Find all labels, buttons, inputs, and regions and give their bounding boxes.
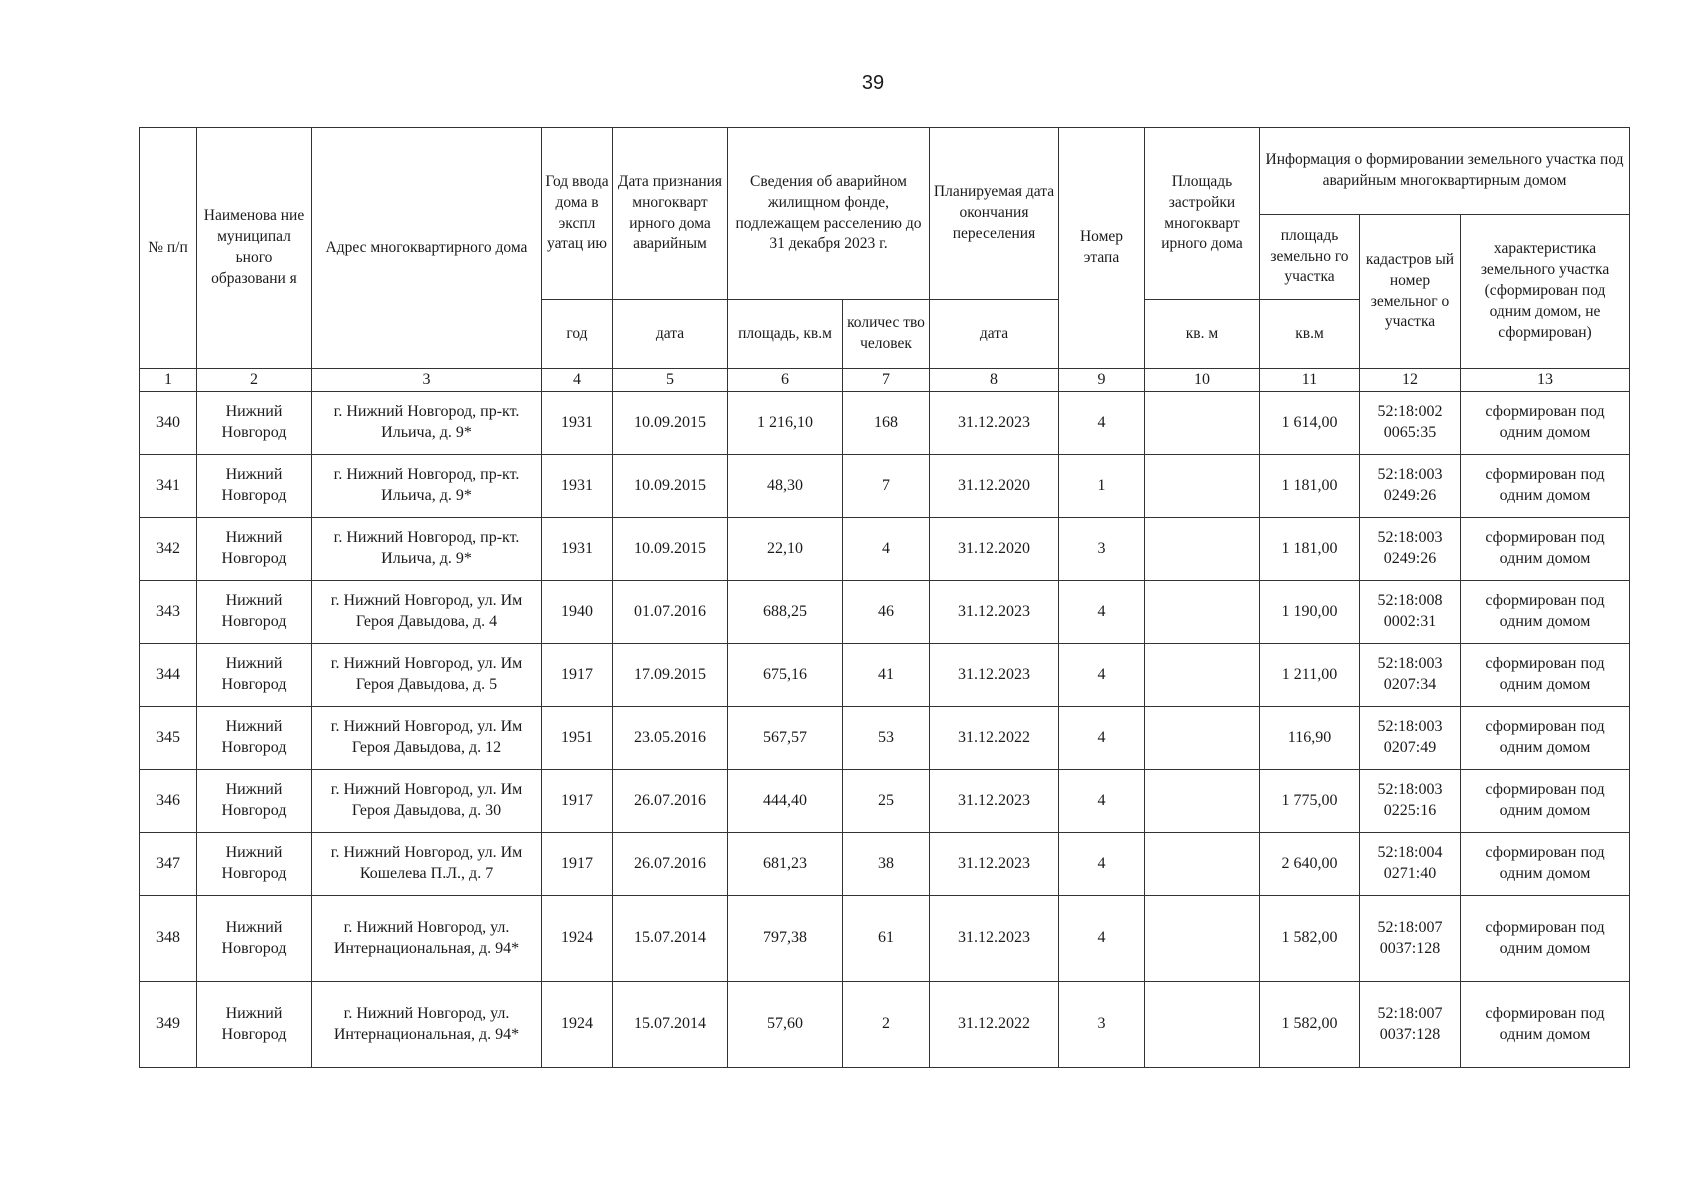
header-emergency-date: Дата признания многокварт ирного дома аварийным	[613, 128, 728, 300]
cell-land-area: 1 181,00	[1260, 518, 1360, 581]
cell-building-area	[1145, 644, 1260, 707]
cell-address: г. Нижний Новгород, ул. Интернациональная, д. 94*	[312, 982, 542, 1068]
cell-land-characteristic: сформирован под одним домом	[1461, 982, 1630, 1068]
cell-land-area: 1 190,00	[1260, 581, 1360, 644]
cell-stage: 4	[1059, 392, 1145, 455]
cell-cadastral-number: 52:18:003 0207:49	[1360, 707, 1461, 770]
column-number: 5	[613, 369, 728, 392]
cell-address: г. Нижний Новгород, пр-кт. Ильича, д. 9*	[312, 455, 542, 518]
column-number: 4	[542, 369, 613, 392]
cell-row-number: 346	[140, 770, 197, 833]
cell-people: 168	[843, 392, 930, 455]
cell-planned-date: 31.12.2022	[930, 707, 1059, 770]
cell-cadastral-number: 52:18:003 0249:26	[1360, 455, 1461, 518]
cell-municipality: Нижний Новгород	[197, 707, 312, 770]
cell-year: 1924	[542, 896, 613, 982]
cell-planned-date: 31.12.2022	[930, 982, 1059, 1068]
cell-land-characteristic: сформирован под одним домом	[1461, 770, 1630, 833]
cell-emergency-date: 26.07.2016	[613, 770, 728, 833]
unit-date: дата	[613, 300, 728, 369]
cell-address: г. Нижний Новгород, ул. Интернациональная, д. 94*	[312, 896, 542, 982]
cell-emergency-date: 10.09.2015	[613, 392, 728, 455]
cell-address: г. Нижний Новгород, пр-кт. Ильича, д. 9*	[312, 518, 542, 581]
cell-land-area: 1 181,00	[1260, 455, 1360, 518]
column-number: 9	[1059, 369, 1145, 392]
cell-area: 688,25	[728, 581, 843, 644]
cell-year: 1924	[542, 982, 613, 1068]
housing-registry-table	[139, 127, 1630, 1068]
cell-cadastral-number: 52:18:004 0271:40	[1360, 833, 1461, 896]
cell-planned-date: 31.12.2023	[930, 644, 1059, 707]
cell-land-area: 1 211,00	[1260, 644, 1360, 707]
column-number: 1	[140, 369, 197, 392]
cell-year: 1917	[542, 644, 613, 707]
header-cadastral-number: кадастров ый номер земельног о участка	[1360, 215, 1461, 369]
cell-stage: 3	[1059, 982, 1145, 1068]
cell-planned-date: 31.12.2023	[930, 896, 1059, 982]
cell-cadastral-number: 52:18:003 0207:34	[1360, 644, 1461, 707]
cell-land-characteristic: сформирован под одним домом	[1461, 518, 1630, 581]
page-number: 39	[861, 72, 885, 94]
cell-building-area	[1145, 896, 1260, 982]
cell-stage: 4	[1059, 644, 1145, 707]
cell-row-number: 341	[140, 455, 197, 518]
unit-area: площадь, кв.м	[728, 300, 843, 369]
cell-cadastral-number: 52:18:003 0225:16	[1360, 770, 1461, 833]
column-number: 11	[1260, 369, 1360, 392]
cell-people: 46	[843, 581, 930, 644]
cell-area: 1 216,10	[728, 392, 843, 455]
cell-cadastral-number: 52:18:007 0037:128	[1360, 896, 1461, 982]
cell-emergency-date: 10.09.2015	[613, 518, 728, 581]
cell-land-characteristic: сформирован под одним домом	[1461, 644, 1630, 707]
cell-municipality: Нижний Новгород	[197, 833, 312, 896]
cell-land-characteristic: сформирован под одним домом	[1461, 833, 1630, 896]
cell-area: 57,60	[728, 982, 843, 1068]
header-land-characteristic: характеристика земельного участка (сформирован под одним домом, не сформирован)	[1461, 215, 1630, 369]
cell-year: 1917	[542, 770, 613, 833]
cell-emergency-date: 17.09.2015	[613, 644, 728, 707]
column-number: 7	[843, 369, 930, 392]
cell-planned-date: 31.12.2023	[930, 833, 1059, 896]
cell-stage: 4	[1059, 896, 1145, 982]
unit-year: год	[542, 300, 613, 369]
cell-municipality: Нижний Новгород	[197, 644, 312, 707]
cell-emergency-date: 23.05.2016	[613, 707, 728, 770]
cell-emergency-date: 01.07.2016	[613, 581, 728, 644]
column-number: 3	[312, 369, 542, 392]
cell-building-area	[1145, 707, 1260, 770]
cell-area: 675,16	[728, 644, 843, 707]
cell-municipality: Нижний Новгород	[197, 896, 312, 982]
table-row	[140, 982, 1630, 1068]
table-row	[140, 644, 1630, 707]
table-row	[140, 707, 1630, 770]
header-stage-number: Номер этапа	[1059, 128, 1145, 369]
header-land-area: площадь земельно го участка	[1260, 215, 1360, 300]
cell-land-area: 1 775,00	[1260, 770, 1360, 833]
cell-land-area: 2 640,00	[1260, 833, 1360, 896]
header-building-area: Площадь застройки многокварт ирного дома	[1145, 128, 1260, 300]
cell-stage: 4	[1059, 707, 1145, 770]
cell-planned-date: 31.12.2020	[930, 455, 1059, 518]
column-number: 13	[1461, 369, 1630, 392]
cell-land-area: 1 582,00	[1260, 896, 1360, 982]
cell-building-area	[1145, 581, 1260, 644]
header-address: Адрес многоквартирного дома	[312, 128, 542, 369]
cell-land-characteristic: сформирован под одним домом	[1461, 455, 1630, 518]
cell-address: г. Нижний Новгород, ул. Им Героя Давыдова, д. 30	[312, 770, 542, 833]
cell-people: 4	[843, 518, 930, 581]
column-number: 2	[197, 369, 312, 392]
cell-row-number: 343	[140, 581, 197, 644]
cell-planned-date: 31.12.2023	[930, 581, 1059, 644]
cell-people: 25	[843, 770, 930, 833]
cell-cadastral-number: 52:18:007 0037:128	[1360, 982, 1461, 1068]
cell-area: 48,30	[728, 455, 843, 518]
table-row	[140, 833, 1630, 896]
cell-address: г. Нижний Новгород, ул. Им Кошелева П.Л., д. 7	[312, 833, 542, 896]
cell-emergency-date: 15.07.2014	[613, 982, 728, 1068]
cell-year: 1931	[542, 392, 613, 455]
table-row	[140, 455, 1630, 518]
cell-people: 53	[843, 707, 930, 770]
cell-land-area: 116,90	[1260, 707, 1360, 770]
cell-year: 1931	[542, 518, 613, 581]
cell-area: 567,57	[728, 707, 843, 770]
cell-area: 444,40	[728, 770, 843, 833]
cell-cadastral-number: 52:18:002 0065:35	[1360, 392, 1461, 455]
cell-year: 1931	[542, 455, 613, 518]
cell-emergency-date: 15.07.2014	[613, 896, 728, 982]
cell-planned-date: 31.12.2023	[930, 392, 1059, 455]
table-header	[140, 128, 1630, 369]
cell-municipality: Нижний Новгород	[197, 455, 312, 518]
cell-stage: 3	[1059, 518, 1145, 581]
column-number: 12	[1360, 369, 1461, 392]
cell-stage: 1	[1059, 455, 1145, 518]
cell-area: 681,23	[728, 833, 843, 896]
table-row	[140, 518, 1630, 581]
cell-building-area	[1145, 982, 1260, 1068]
cell-building-area	[1145, 833, 1260, 896]
cell-address: г. Нижний Новгород, ул. Им Героя Давыдова, д. 12	[312, 707, 542, 770]
cell-municipality: Нижний Новгород	[197, 982, 312, 1068]
cell-address: г. Нижний Новгород, ул. Им Героя Давыдова, д. 5	[312, 644, 542, 707]
cell-land-characteristic: сформирован под одним домом	[1461, 896, 1630, 982]
cell-people: 2	[843, 982, 930, 1068]
header-emergency-fund: Сведения об аварийном жилищном фонде, подлежащем расселению до 31 декабря 2023 г.	[728, 128, 930, 300]
unit-building-area: кв. м	[1145, 300, 1260, 369]
cell-row-number: 349	[140, 982, 197, 1068]
column-number: 6	[728, 369, 843, 392]
cell-year: 1951	[542, 707, 613, 770]
header-municipality: Наименова ние муниципал ьного образовани я	[197, 128, 312, 369]
cell-building-area	[1145, 392, 1260, 455]
cell-municipality: Нижний Новгород	[197, 581, 312, 644]
cell-row-number: 340	[140, 392, 197, 455]
table-row	[140, 770, 1630, 833]
cell-municipality: Нижний Новгород	[197, 770, 312, 833]
cell-building-area	[1145, 455, 1260, 518]
header-land-info: Информация о формировании земельного участка под аварийным многоквартирным домом	[1260, 128, 1630, 215]
table-row	[140, 392, 1630, 455]
cell-area: 797,38	[728, 896, 843, 982]
unit-land-area: кв.м	[1260, 300, 1360, 369]
cell-year: 1940	[542, 581, 613, 644]
cell-building-area	[1145, 770, 1260, 833]
cell-people: 61	[843, 896, 930, 982]
header-planned-date: Планируемая дата окончания переселения	[930, 128, 1059, 300]
cell-stage: 4	[1059, 770, 1145, 833]
cell-land-area: 1 614,00	[1260, 392, 1360, 455]
column-number: 10	[1145, 369, 1260, 392]
cell-planned-date: 31.12.2023	[930, 770, 1059, 833]
cell-row-number: 348	[140, 896, 197, 982]
cell-row-number: 345	[140, 707, 197, 770]
cell-land-characteristic: сформирован под одним домом	[1461, 707, 1630, 770]
cell-address: г. Нижний Новгород, пр-кт. Ильича, д. 9*	[312, 392, 542, 455]
table-row	[140, 581, 1630, 644]
cell-land-characteristic: сформирован под одним домом	[1461, 581, 1630, 644]
cell-stage: 4	[1059, 833, 1145, 896]
cell-people: 38	[843, 833, 930, 896]
cell-people: 7	[843, 455, 930, 518]
cell-row-number: 347	[140, 833, 197, 896]
cell-emergency-date: 10.09.2015	[613, 455, 728, 518]
cell-address: г. Нижний Новгород, ул. Им Героя Давыдова, д. 4	[312, 581, 542, 644]
header-row-number: № п/п	[140, 128, 197, 369]
cell-emergency-date: 26.07.2016	[613, 833, 728, 896]
unit-people: количес тво человек	[843, 300, 930, 369]
cell-people: 41	[843, 644, 930, 707]
column-number: 8	[930, 369, 1059, 392]
cell-planned-date: 31.12.2020	[930, 518, 1059, 581]
cell-row-number: 342	[140, 518, 197, 581]
cell-area: 22,10	[728, 518, 843, 581]
cell-municipality: Нижний Новгород	[197, 518, 312, 581]
table-body	[140, 369, 1630, 1068]
cell-row-number: 344	[140, 644, 197, 707]
cell-year: 1917	[542, 833, 613, 896]
cell-stage: 4	[1059, 581, 1145, 644]
table-row	[140, 896, 1630, 982]
cell-cadastral-number: 52:18:003 0249:26	[1360, 518, 1461, 581]
column-numbers-row	[140, 369, 1630, 392]
cell-land-area: 1 582,00	[1260, 982, 1360, 1068]
cell-building-area	[1145, 518, 1260, 581]
header-year-commissioned: Год ввода дома в экспл уатац ию	[542, 128, 613, 300]
unit-plan-date: дата	[930, 300, 1059, 369]
cell-land-characteristic: сформирован под одним домом	[1461, 392, 1630, 455]
cell-cadastral-number: 52:18:008 0002:31	[1360, 581, 1461, 644]
cell-municipality: Нижний Новгород	[197, 392, 312, 455]
